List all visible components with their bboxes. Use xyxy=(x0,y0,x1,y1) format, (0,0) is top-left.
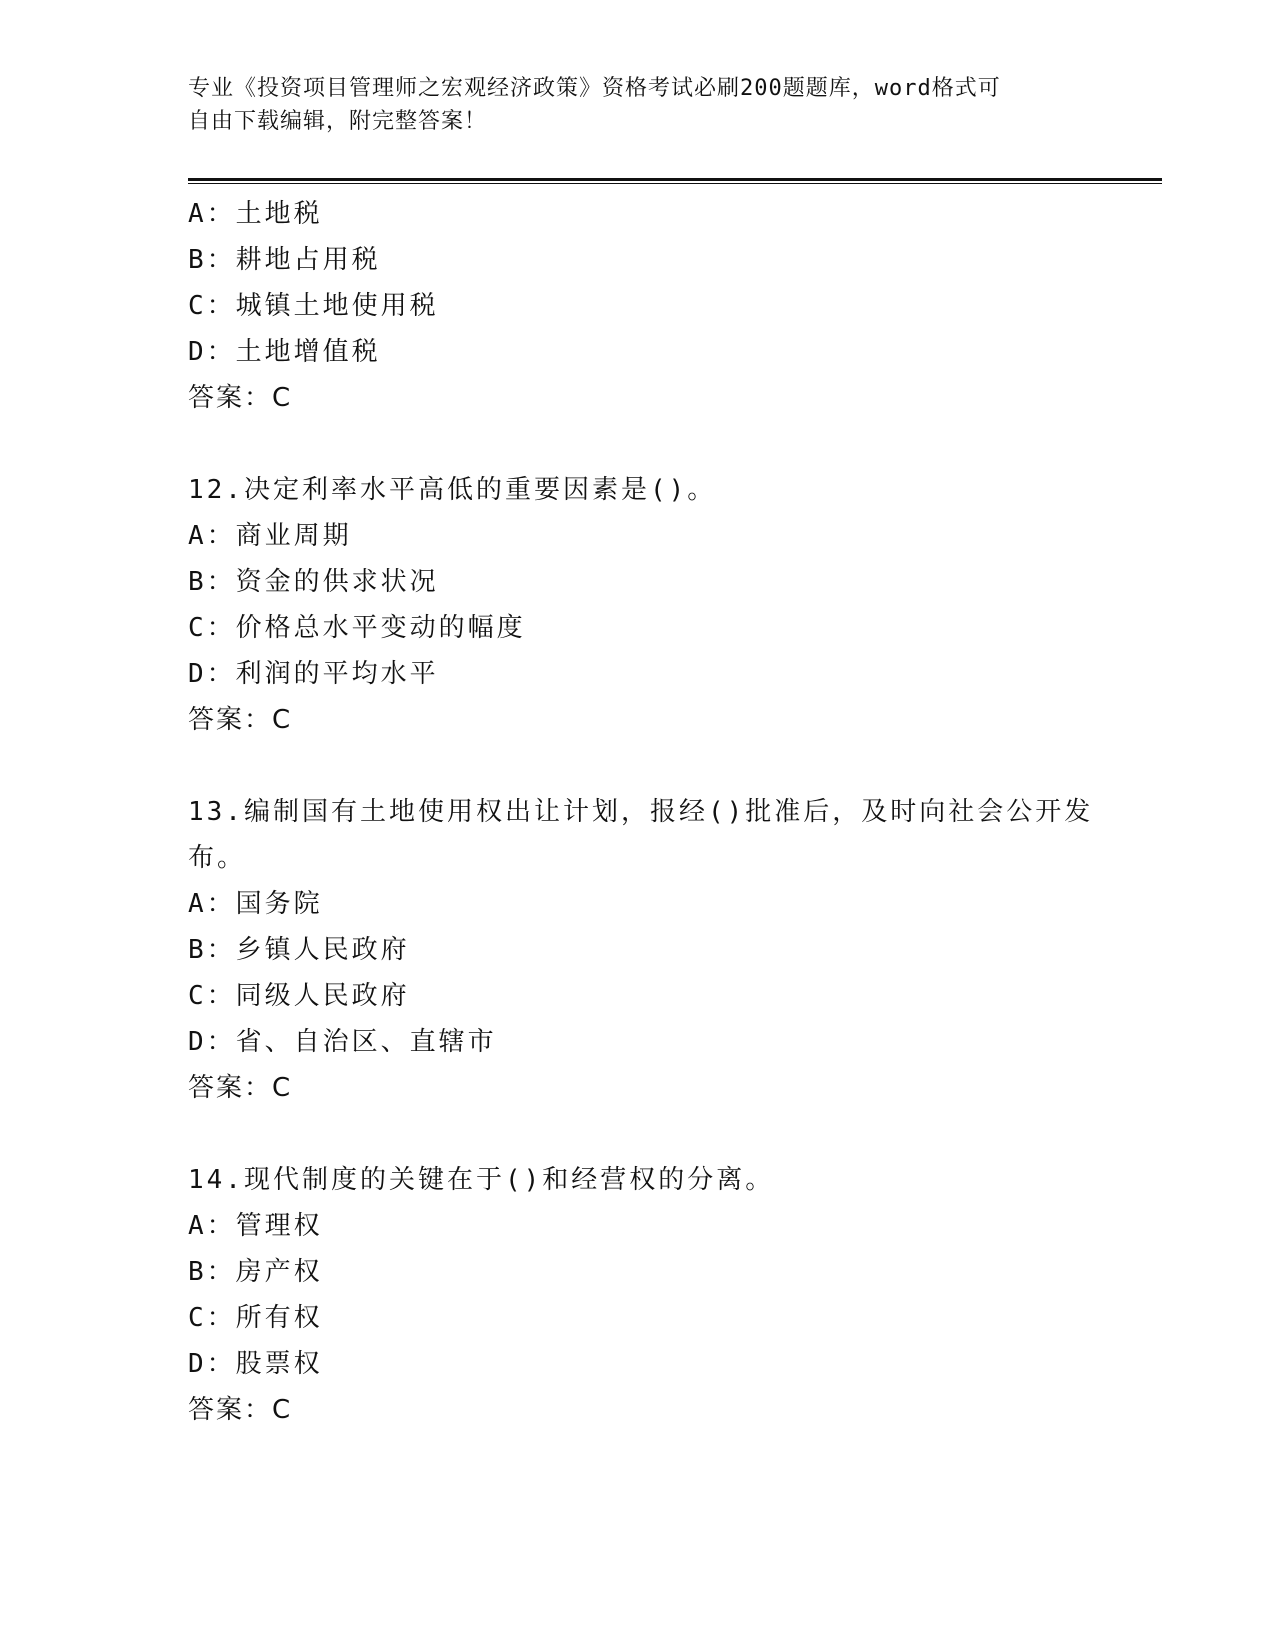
answer: 答案：C xyxy=(188,705,293,735)
question-block-13 xyxy=(188,789,1108,1111)
spacer xyxy=(188,743,1108,789)
question-block-14 xyxy=(188,1157,1108,1433)
question-block-11 xyxy=(188,191,1108,421)
question-list xyxy=(188,191,1108,1433)
answer: 答案：C xyxy=(188,1395,293,1425)
option-d: D：省、自治区、直辖市 xyxy=(188,1027,497,1057)
option-a: A：国务院 xyxy=(188,889,323,919)
question-text-line-1: 13.编制国有土地使用权出让计划，报经()批准后，及时向社会公开发 xyxy=(188,797,1094,827)
option-b: B：房产权 xyxy=(188,1257,323,1287)
option-c: C：价格总水平变动的幅度 xyxy=(188,613,526,643)
question-block-12 xyxy=(188,467,1108,743)
answer: 答案：C xyxy=(188,1073,293,1103)
option-d: D：股票权 xyxy=(188,1349,323,1379)
option-c: C：城镇土地使用税 xyxy=(188,291,439,321)
header-rule-thick xyxy=(188,178,1162,181)
answer: 答案：C xyxy=(188,383,293,413)
header-line-2: 自由下载编辑，附完整答案！ xyxy=(188,109,488,134)
question-text-line-2: 布。 xyxy=(188,843,247,873)
option-c: C：同级人民政府 xyxy=(188,981,410,1011)
question-text: 12.决定利率水平高低的重要因素是()。 xyxy=(188,475,717,505)
option-b: B：乡镇人民政府 xyxy=(188,935,410,965)
spacer xyxy=(188,421,1108,467)
option-d: D：利润的平均水平 xyxy=(188,659,439,689)
option-b: B：耕地占用税 xyxy=(188,245,381,275)
header-rule-thin xyxy=(188,183,1162,184)
question-text: 14.现代制度的关键在于()和经营权的分离。 xyxy=(188,1165,775,1195)
option-c: C：所有权 xyxy=(188,1303,323,1333)
option-a: A：商业周期 xyxy=(188,521,352,551)
spacer xyxy=(188,1111,1108,1157)
option-d: D：土地增值税 xyxy=(188,337,381,367)
option-a: A：管理权 xyxy=(188,1211,323,1241)
document-header xyxy=(188,72,1088,138)
option-b: B：资金的供求状况 xyxy=(188,567,439,597)
header-line-1: 专业《投资项目管理师之宏观经济政策》资格考试必刷200题题库，word格式可 xyxy=(188,76,1001,101)
option-a: A：土地税 xyxy=(188,199,323,229)
